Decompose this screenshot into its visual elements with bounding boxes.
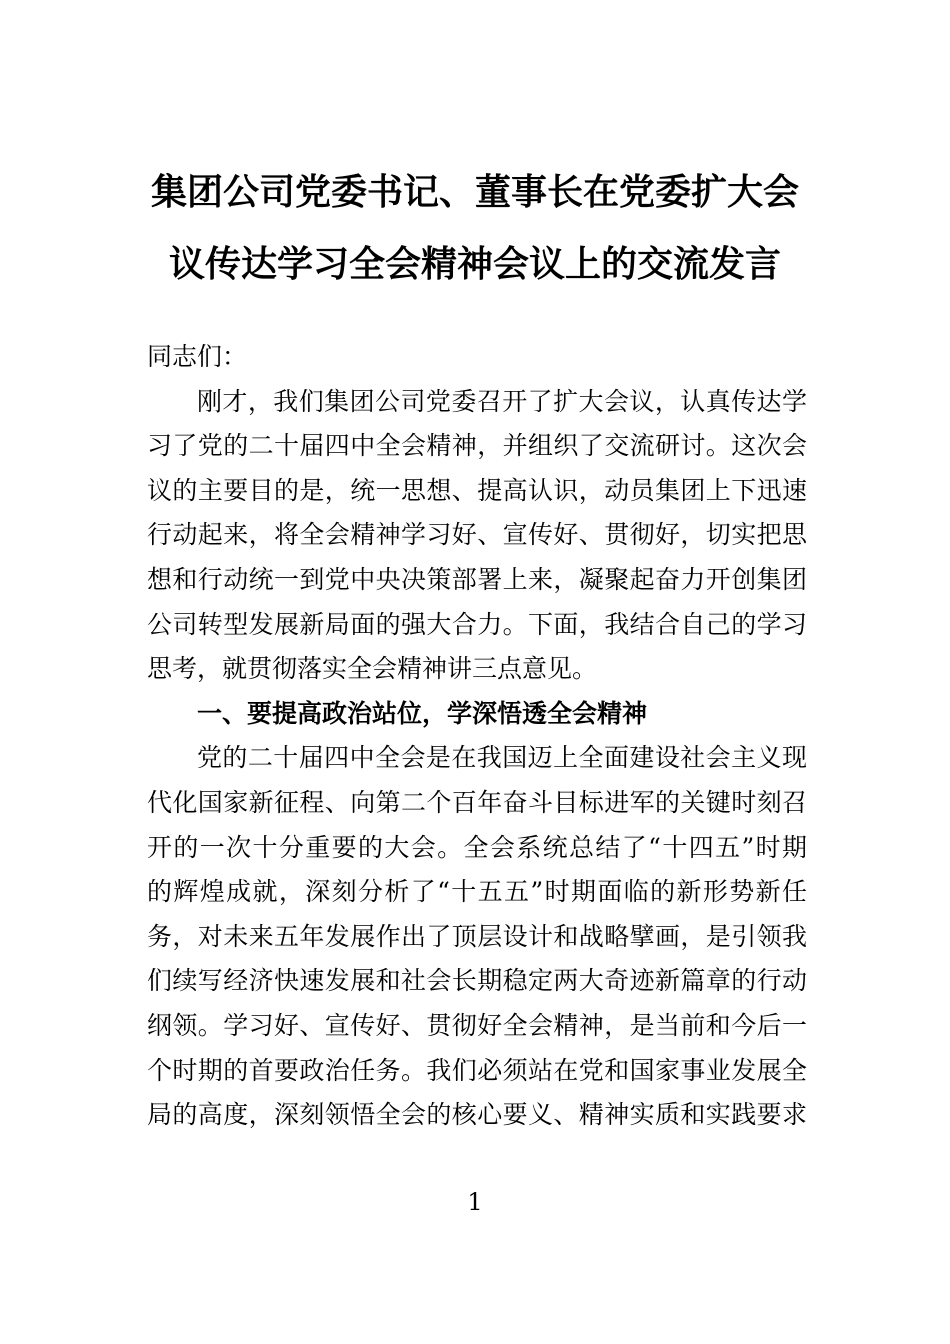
text-line: 思考，就贯彻落实全会精神讲三点意见。: [147, 654, 598, 684]
text-line: 行动起来，将全会精神学习好、宣传好、贯彻好，切实把思: [147, 520, 807, 550]
text-line: 习了党的二十届四中全会精神，并组织了交流研讨。这次会: [147, 431, 807, 461]
text-line: 局的高度，深刻领悟全会的核心要义、精神实质和实践要求: [147, 1100, 807, 1130]
title-line: 集团公司党委书记、董事长在党委扩大会: [150, 172, 799, 213]
text-line: 刚才，我们集团公司党委召开了扩大会议，认真传达学: [197, 386, 807, 416]
text-line: 们续写经济快速发展和社会长期稳定两大奇迹新篇章的行动: [147, 966, 807, 996]
page-number: 1: [467, 1188, 483, 1216]
document-body: [147, 335, 807, 1138]
text-line: 公司转型发展新局面的强大合力。下面，我结合自己的学习: [147, 609, 807, 639]
paragraph-intro: [147, 380, 807, 692]
title-line: 议传达学习全会精神会议上的交流发言: [168, 244, 781, 285]
text-line: 的辉煌成就，深刻分析了“十五五”时期面临的新形势新任: [147, 877, 807, 907]
text-line: 想和行动统一到党中央决策部署上来，凝聚起奋力开创集团: [147, 564, 807, 594]
text-line: 务，对未来五年发展作出了顶层设计和战略擘画，是引领我: [147, 921, 807, 951]
paragraph-section1: [147, 736, 807, 1137]
section-heading: 一、要提高政治站位，学深悟透全会精神: [197, 698, 648, 728]
document-title: [150, 157, 800, 301]
text-line: 代化国家新征程、向第二个百年奋斗目标进军的关键时刻召: [147, 787, 807, 817]
text-line: 个时期的首要政治任务。我们必须站在党和国家事业发展全: [147, 1055, 807, 1085]
text-line: 议的主要目的是，统一思想、提高认识，动员集团上下迅速: [147, 475, 807, 505]
text-line: 开的一次十分重要的大会。全会系统总结了“十四五”时期: [147, 832, 807, 862]
text-line: 纲领。学习好、宣传好、贯彻好全会精神，是当前和今后一: [147, 1010, 807, 1040]
salutation: 同志们：: [147, 342, 248, 371]
text-line: 党的二十届四中全会是在我国迈上全面建设社会主义现: [197, 743, 807, 773]
